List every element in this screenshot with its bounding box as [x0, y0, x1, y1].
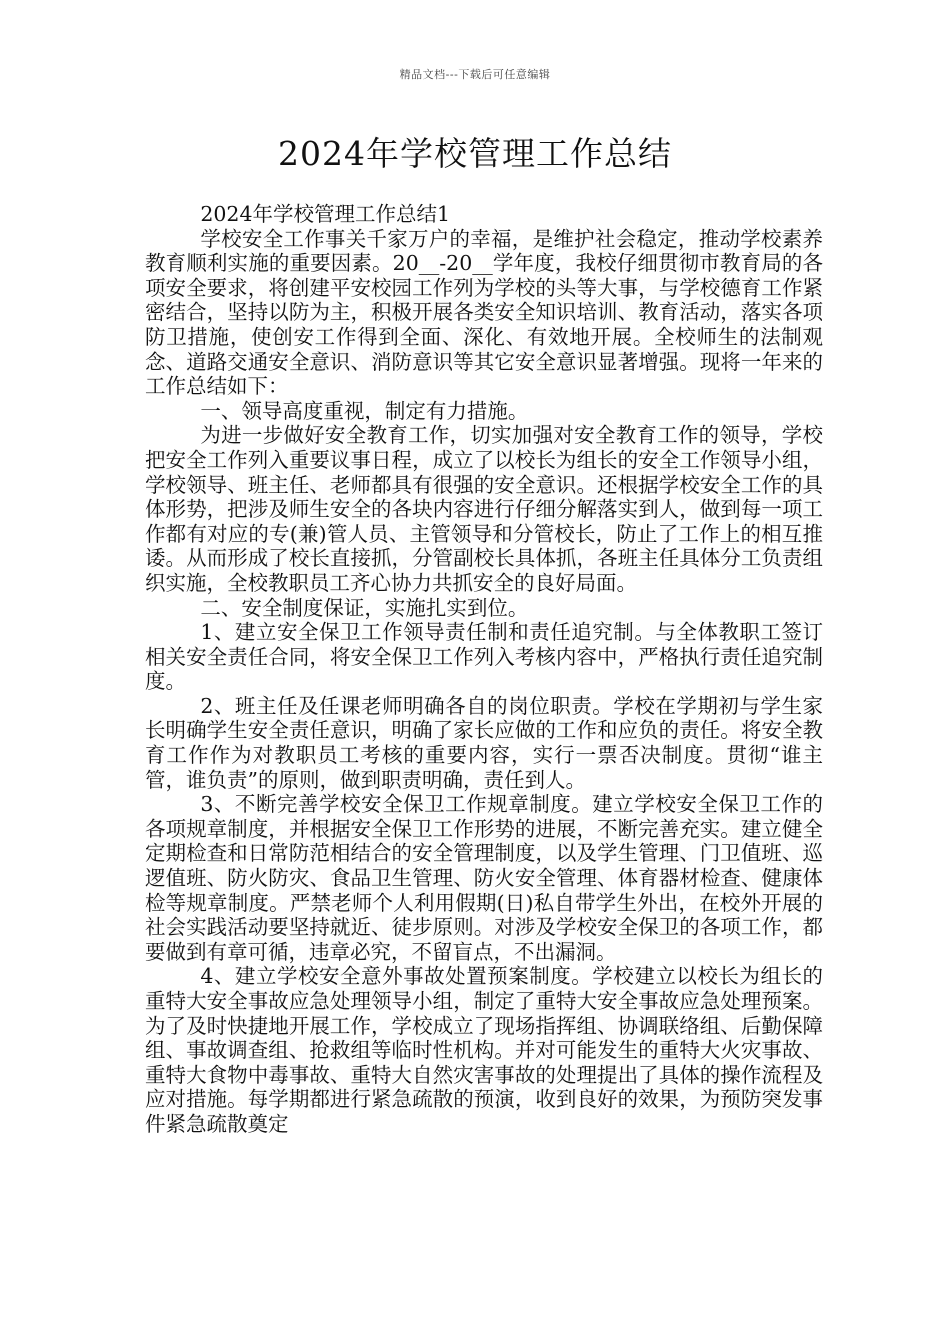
paragraph: 为进一步做好安全教育工作，切实加强对安全教育工作的领导，学校把安全工作列入重要议事日程，成立了以校长为组长的安全工作领导小组，学校领导、班主任、老师都具有很强的安全意识。还根据学校安全工作的具体形势，把涉及师生安全的各块内容进行仔细分解落实到人，做到每一项工作都有对应的专(兼)管人员、主管领导和分管校长，防止了工作上的相互推诿。从而形成了校长直接抓，分管副校长具体抓，各班主任具体分工负责组织实施，全校教职员工齐心协力共抓安全的良好局面。 — [145, 423, 823, 595]
section-heading: 二、安全制度保证，实施扎实到位。 — [200, 595, 529, 620]
section-heading: 2024年学校管理工作总结1 — [200, 202, 451, 226]
document-title: 2024年学校管理工作总结 — [278, 134, 672, 173]
paragraph: 4、建立学校安全意外事故处置预案制度。学校建立以校长为组长的重特大安全事故应急处理领导小组，制定了重特大安全事故应急处理预案。为了及时快捷地开展工作，学校成立了现场指挥组、协调联络组、后勤保障组、事故调查组、抢救组等临时性机构。并对可能发生的重特大火灾事故、重特大食物中毒事故、重特大自然灾害事故的处理提出了具体的操作流程及应对措施。每学期都进行紧急疏散的预演，收到良好的效果，为预防突发事件紧急疏散奠定 — [145, 964, 823, 1136]
section-heading: 一、领导高度重视，制定有力措施。 — [200, 398, 529, 423]
header-note: 精品文档---下载后可任意编辑 — [399, 68, 551, 81]
document-body — [145, 202, 823, 1137]
paragraph: 1、建立安全保卫工作领导责任制和责任追究制。与全体教职工签订相关安全责任合同，将安全保卫工作列入考核内容中，严格执行责任追究制度。 — [145, 620, 823, 694]
paragraph: 2、班主任及任课老师明确各自的岗位职责。学校在学期初与学生家长明确学生安全责任意识，明确了家长应做的工作和应负的责任。将安全教育工作作为对教职员工考核的重要内容，实行一票否决制度。贯彻“谁主管，谁负责”的原则，做到职责明确，责任到人。 — [145, 693, 823, 792]
paragraph: 3、不断完善学校安全保卫工作规章制度。建立学校安全保卫工作的各项规章制度，并根据安全保卫工作形势的进展，不断完善充实。建立健全定期检查和日常防范相结合的安全管理制度，以及学生管理、门卫值班、巡逻值班、防火防灾、食品卫生管理、防火安全管理、体育器材检查、健康体检等规章制度。严禁老师个人利用假期(日)私自带学生外出，在校外开展的社会实践活动要坚持就近、徒步原则。对涉及学校安全保卫的各项工作，都要做到有章可循，违章必究，不留盲点，不出漏洞。 — [145, 792, 823, 964]
paragraph: 学校安全工作事关千家万户的幸福，是维护社会稳定，推动学校素养教育顺利实施的重要因素。20__-20__学年度，我校仔细贯彻市教育局的各项安全要求，将创建平安校园工作列为学校的头等大事，与学校德育工作紧密结合，坚持以防为主，积极开展各类安全知识培训、教育活动，落实各项防卫措施，使创安工作得到全面、深化、有效地开展。全校师生的法制观念、道路交通安全意识、消防意识等其它安全意识显著增强。现将一年来的工作总结如下： — [145, 226, 823, 399]
